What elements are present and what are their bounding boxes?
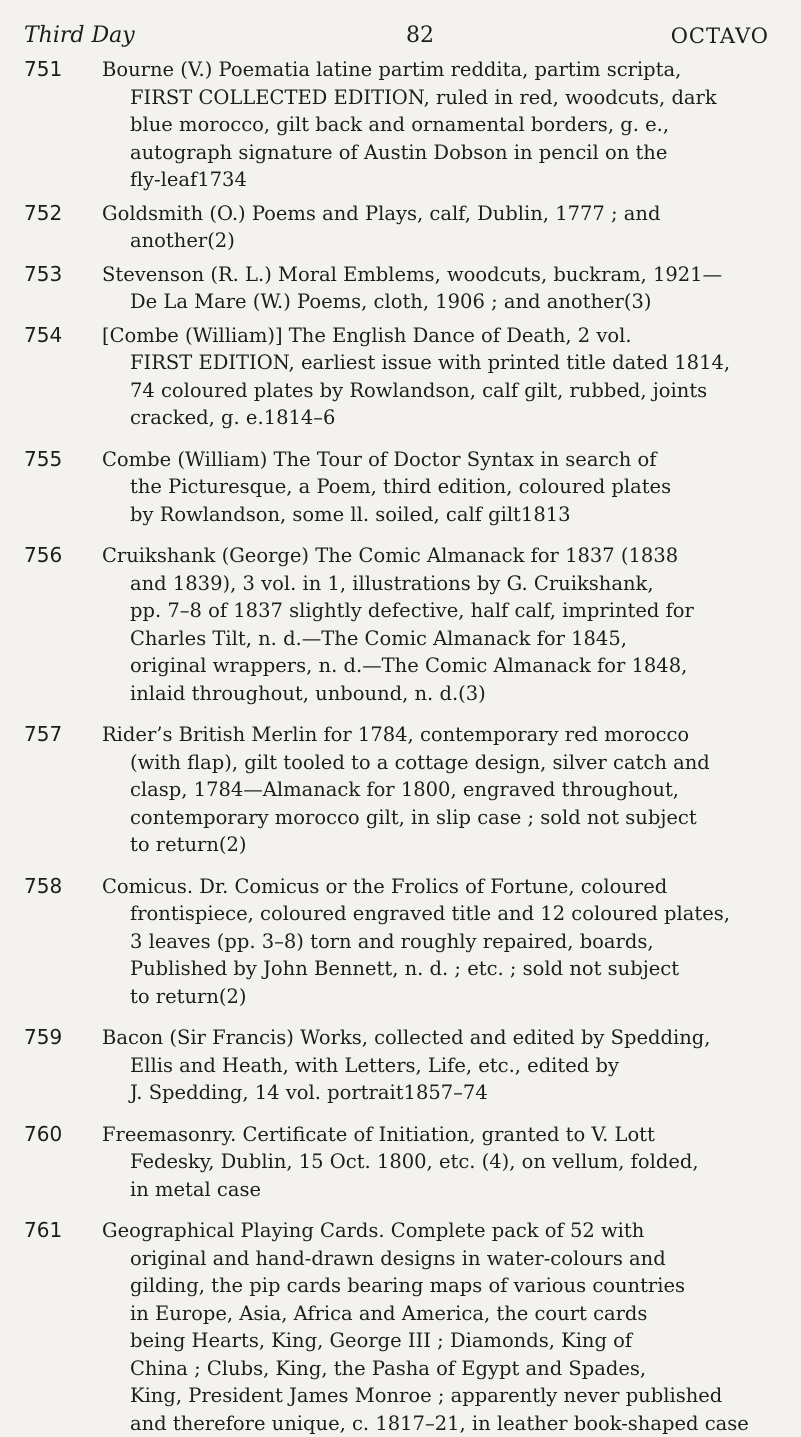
lot-entry: [18, 873, 779, 1011]
lot-entry: [18, 261, 779, 316]
lot-date-or-count: 1814–6: [264, 406, 336, 429]
lot-line: original and hand-drawn designs in water-colours and: [102, 1245, 779, 1273]
lot-entry: [18, 56, 779, 194]
lot-date-or-count: 1857–74: [404, 1081, 488, 1104]
lot-line: Goldsmith (O.) Poems and Plays, calf, Dublin, 1777 ; and: [102, 200, 779, 228]
lot-number: 756: [24, 542, 62, 570]
lot-line: frontispiece, coloured engraved title and 12 coloured plates,: [102, 900, 779, 928]
lot-number: 754: [24, 322, 62, 350]
lot-line: and 1839), 3 vol. in 1, illustrations by G. Cruikshank,: [102, 570, 779, 598]
lot-line: De La Mare (W.) Poems, cloth, 1906 ; and another: [130, 290, 624, 313]
lot-line: Combe (William) The Tour of Doctor Syntax in search of: [102, 446, 779, 474]
lot-line: 3 leaves (pp. 3–8) torn and roughly repaired, boards,: [102, 928, 779, 956]
lot-line: original wrappers, n. d.—The Comic Almanack for 1848,: [102, 652, 779, 680]
lot-line: in metal case: [102, 1176, 779, 1204]
lot-number: 758: [24, 873, 62, 901]
header-format: OCTAVO: [671, 20, 769, 52]
lot-number: 757: [24, 721, 62, 749]
lot-line: China ; Clubs, King, the Pasha of Egypt and Spades,: [102, 1355, 779, 1383]
lot-last-line: [102, 501, 779, 529]
lot-line: Freemasonry. Certificate of Initiation, granted to V. Lott: [102, 1121, 779, 1149]
lot-date-or-count: 1813: [521, 503, 571, 526]
lot-line: (with flap), gilt tooled to a cottage design, silver catch and: [102, 749, 779, 777]
lot-number: 759: [24, 1024, 62, 1052]
lot-last-line: [102, 227, 779, 255]
lot-line: inlaid throughout, unbound, n. d.: [130, 682, 458, 705]
lot-line: fly-leaf: [130, 168, 197, 191]
lot-line: Ellis and Heath, with Letters, Life, etc., edited by: [102, 1052, 779, 1080]
lot-line: pp. 7–8 of 1837 slightly defective, half calf, imprinted for: [102, 597, 779, 625]
lot-entry: [18, 721, 779, 859]
lot-number: 755: [24, 446, 62, 474]
lot-line: gilding, the pip cards bearing maps of various countries: [102, 1272, 779, 1300]
lot-entry: [18, 322, 779, 432]
lot-line: another: [130, 229, 207, 252]
lot-entry: [18, 200, 779, 255]
lot-line: [Combe (William)] The English Dance of Death, 2 vol.: [102, 322, 779, 350]
lot-last-line: [102, 1079, 779, 1107]
lot-line: to return: [130, 985, 219, 1008]
lot-entry: [18, 1121, 779, 1204]
lot-line: by Rowlandson, some ll. soiled, calf gilt: [130, 503, 521, 526]
lot-number: 760: [24, 1121, 62, 1149]
lot-line: J. Spedding, 14 vol. portrait: [130, 1081, 404, 1104]
lot-number: 753: [24, 261, 62, 289]
lot-number: 752: [24, 200, 62, 228]
lot-line: the Picturesque, a Poem, third edition, coloured plates: [102, 473, 779, 501]
lot-entry: [18, 446, 779, 529]
lot-line: Fedesky, Dublin, 15 Oct. 1800, etc. (4), on vellum, folded,: [102, 1148, 779, 1176]
lot-line: and therefore unique, c. 1817–21, in leather book-shaped case: [102, 1410, 779, 1437]
lot-line: Stevenson (R. L.) Moral Emblems, woodcuts, buckram, 1921—: [102, 261, 779, 289]
lot-entry: [18, 542, 779, 707]
lot-date-or-count: (3): [458, 682, 486, 705]
lot-line: contemporary morocco gilt, in slip case ; sold not subject: [102, 804, 779, 832]
lot-last-line: [102, 288, 779, 316]
lot-line: Rider’s British Merlin for 1784, contemporary red morocco: [102, 721, 779, 749]
lot-line: Cruikshank (George) The Comic Almanack for 1837 (1838: [102, 542, 779, 570]
lot-line: autograph signature of Austin Dobson in pencil on the: [102, 139, 779, 167]
lot-line: to return: [130, 833, 219, 856]
lot-number: 751: [24, 56, 62, 84]
page-number: 82: [406, 20, 434, 52]
lot-line: being Hearts, King, George III ; Diamonds, King of: [102, 1327, 779, 1355]
lot-line: cracked, g. e.: [130, 406, 264, 429]
lot-line: Bourne (V.) Poematia latine partim reddita, partim scripta,: [102, 56, 779, 84]
lot-last-line: [102, 166, 779, 194]
lot-line: blue morocco, gilt back and ornamental borders, g. e.,: [102, 111, 779, 139]
lot-date-or-count: (2): [219, 985, 247, 1008]
lot-line: Charles Tilt, n. d.—The Comic Almanack for 1845,: [102, 625, 779, 653]
lot-last-line: [102, 831, 779, 859]
lot-number: 761: [24, 1217, 62, 1245]
lot-line: Geographical Playing Cards. Complete pack of 52 with: [102, 1217, 779, 1245]
lot-line: Bacon (Sir Francis) Works, collected and edited by Spedding,: [102, 1024, 779, 1052]
lot-line: FIRST EDITION, earliest issue with printed title dated 1814,: [102, 349, 779, 377]
lot-entry: [18, 1217, 779, 1437]
lot-date-or-count: 1734: [197, 168, 247, 191]
lot-line: Comicus. Dr. Comicus or the Frolics of Fortune, coloured: [102, 873, 779, 901]
lot-date-or-count: (2): [219, 833, 247, 856]
header-day: Third Day: [24, 20, 135, 52]
page-header: [18, 20, 779, 52]
lot-line: 74 coloured plates by Rowlandson, calf gilt, rubbed, joints: [102, 377, 779, 405]
lot-line: clasp, 1784—Almanack for 1800, engraved throughout,: [102, 776, 779, 804]
lot-last-line: [102, 680, 779, 708]
lot-line: in Europe, Asia, Africa and America, the court cards: [102, 1300, 779, 1328]
lot-date-or-count: (2): [207, 229, 235, 252]
lot-line: Published by John Bennett, n. d. ; etc. ; sold not subject: [102, 955, 779, 983]
lot-date-or-count: (3): [624, 290, 652, 313]
lot-entry: [18, 1024, 779, 1107]
lot-last-line: [102, 404, 779, 432]
lot-line: King, President James Monroe ; apparently never published: [102, 1382, 779, 1410]
lot-last-line: [102, 983, 779, 1011]
lot-list: [18, 56, 779, 1437]
lot-line: FIRST COLLECTED EDITION, ruled in red, woodcuts, dark: [102, 84, 779, 112]
